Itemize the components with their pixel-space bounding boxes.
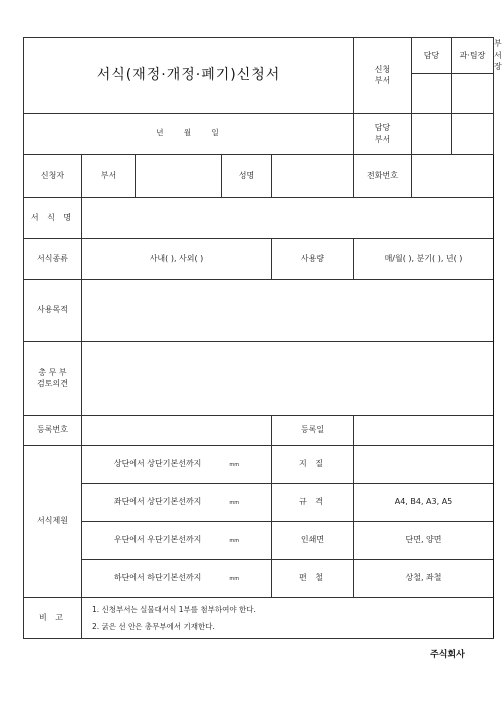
registration-number-label: 등록번호 — [24, 415, 82, 445]
form-type-field[interactable]: 사내( ), 사외( ) — [82, 238, 272, 279]
approval-sign-staff[interactable] — [412, 73, 452, 113]
registration-date-field[interactable] — [354, 415, 494, 445]
remark-line: 2. 굵은 선 안은 총무부에서 기재한다. — [92, 621, 215, 631]
spec-margin-bottom[interactable] — [82, 559, 272, 597]
approval-header-staff: 담당 — [412, 38, 452, 74]
applicant-dept-field[interactable] — [136, 154, 222, 197]
usage-field[interactable]: 매/월( ), 분기( ), 년( ) — [354, 238, 494, 279]
company-name: 주식회사 — [430, 650, 465, 660]
form-type-label: 서식종류 — [24, 238, 82, 279]
unit-mm: mm — [229, 576, 240, 583]
purpose-label: 사용목적 — [24, 279, 82, 341]
applicant-phone-field[interactable] — [412, 154, 494, 197]
spec-margin-top-text: 상단에서 상단기본선까지 — [113, 459, 202, 469]
spec-binding-field[interactable]: 상철, 좌철 — [354, 559, 494, 597]
applicant-dept-label: 신청 부서 — [354, 38, 412, 114]
spec-paper-field[interactable] — [354, 445, 494, 483]
spec-margin-top[interactable] — [82, 445, 272, 483]
spec-size-label: 규 격 — [272, 483, 354, 521]
form-table: 서식(재정·개정·폐기)신청서 신청 부서 담당 과·팀장 부서장 년 월 일 담당 부서 신청자 부서 성명 전화번호 서 식 명 서식종류 사내( ), 사외( ) 사용량 매/월( ), 분기( ), 년( ) 사용목적 총 무 부 검토의견 등록번호 등록일 서식제원 상단에서 상단기본선까지 mm 지 질 좌단에서 상단기본선까지 mm 규 격 A4, B4, A3, A5 우단에서 우단기본선까지 mm 인쇄면 단면, 양면 하단에서 하단기본선까지 mm 편 철 상철, 좌철 비 고 1. 신청부서는 실물대서식 1부를 첨부하여야 한다. 2. 굵은 선 안은 총무부에서 기재한다. — [23, 37, 494, 639]
unit-mm: mm — [229, 462, 240, 469]
registration-number-field[interactable] — [82, 415, 272, 445]
remarks-label: 비 고 — [24, 597, 82, 638]
unit-mm: mm — [229, 538, 240, 545]
review-label: 총 무 부 검토의견 — [24, 341, 82, 415]
form-name-label: 서 식 명 — [24, 197, 82, 238]
approval-sign-team-lead[interactable] — [452, 73, 494, 113]
review-field[interactable] — [82, 341, 494, 415]
applicant-label: 신청자 — [24, 154, 82, 197]
form-name-field[interactable] — [82, 197, 494, 238]
form-title: 서식(재정·개정·폐기)신청서 — [24, 38, 354, 114]
usage-label: 사용량 — [272, 238, 354, 279]
spec-paper-label: 지 질 — [272, 445, 354, 483]
spec-margin-left-text: 좌단에서 상단기본선까지 — [113, 497, 202, 507]
spec-print-side-field[interactable]: 단면, 양면 — [354, 521, 494, 559]
spec-margin-bottom-text: 하단에서 하단기본선까지 — [113, 573, 202, 583]
specs-label: 서식제원 — [24, 445, 82, 597]
responsible-sign-1[interactable] — [412, 113, 452, 154]
approval-header-team-lead: 과·팀장 — [452, 38, 494, 74]
remarks-content — [82, 597, 494, 638]
applicant-dept-field-label: 부서 — [82, 154, 136, 197]
purpose-field[interactable] — [82, 279, 494, 341]
applicant-name-field[interactable] — [272, 154, 354, 197]
spec-binding-label: 편 철 — [272, 559, 354, 597]
registration-date-label: 등록일 — [272, 415, 354, 445]
spec-margin-left[interactable] — [82, 483, 272, 521]
spec-margin-right[interactable] — [82, 521, 272, 559]
spec-margin-right-text: 우단에서 우단기본선까지 — [113, 535, 202, 545]
applicant-phone-label: 전화번호 — [354, 154, 412, 197]
application-form — [23, 37, 502, 637]
applicant-name-label: 성명 — [222, 154, 272, 197]
responsible-dept-label: 담당 부서 — [354, 113, 412, 154]
date-label: 년 월 일 — [24, 113, 354, 154]
responsible-sign-2[interactable] — [452, 113, 494, 154]
unit-mm: mm — [229, 500, 240, 507]
spec-print-side-label: 인쇄면 — [272, 521, 354, 559]
remark-line: 1. 신청부서는 실물대서식 1부를 첨부하여야 한다. — [92, 604, 256, 614]
spec-size-field[interactable]: A4, B4, A3, A5 — [354, 483, 494, 521]
